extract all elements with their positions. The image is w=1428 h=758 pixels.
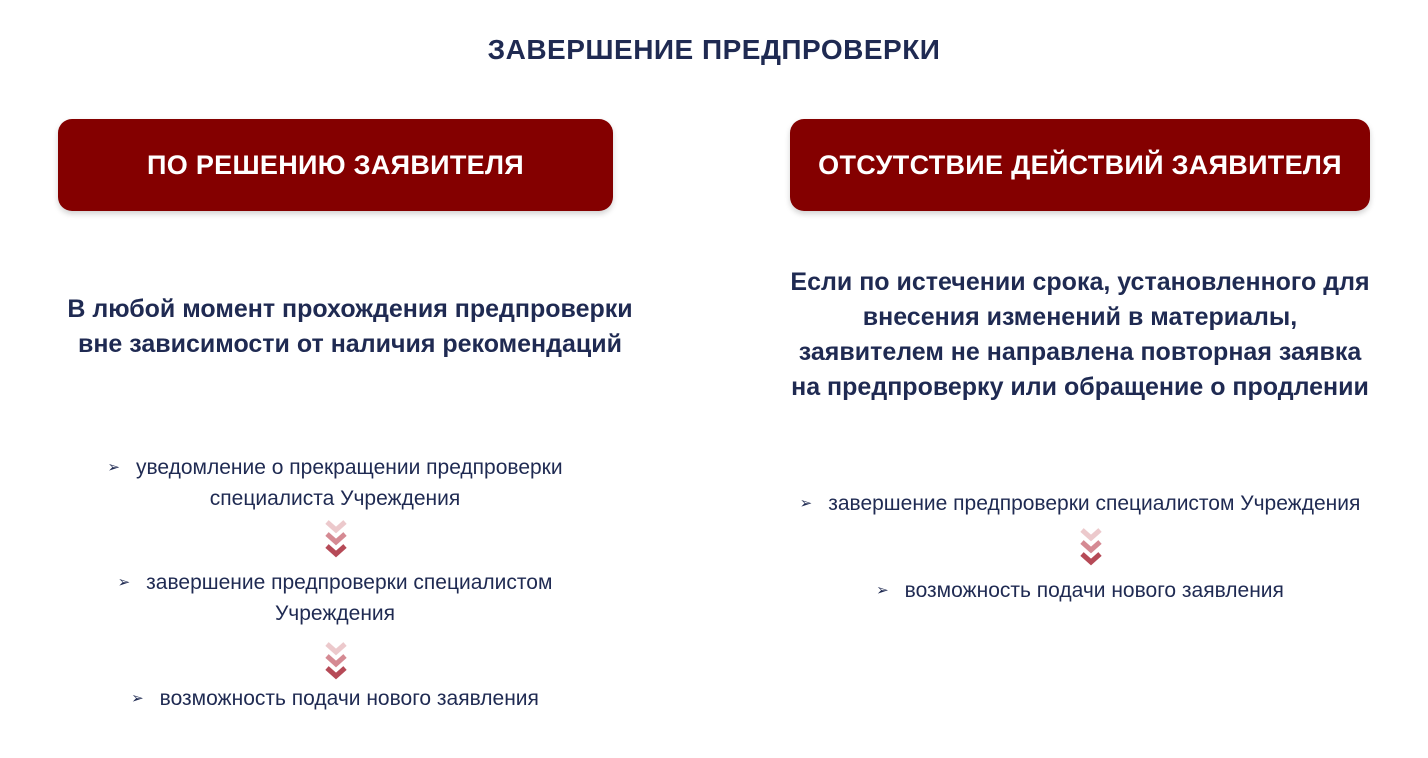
step-text: завершение предпроверки специалистом: [146, 571, 553, 594]
step-new-application: [740, 575, 1420, 606]
header-applicant-decision-label: ПО РЕШЕНИЮ ЗАЯВИТЕЛЯ: [147, 149, 524, 180]
arrow-bullet-icon: ➢: [876, 582, 889, 599]
condition-line: вне зависимости от наличия рекомендаций: [77, 330, 623, 358]
arrow-bullet-icon: ➢: [799, 495, 813, 512]
header-applicant-inaction-label: ОТСУТСТВИЕ ДЕЙСТВИЙ ЗАЯВИТЕЛЯ: [818, 149, 1342, 180]
step-text: возможность подачи нового заявления: [904, 579, 1284, 602]
condition-line: внесения изменений в материалы,: [862, 303, 1298, 331]
chevron-down-icon: [324, 519, 348, 561]
page-title: ЗАВЕРШЕНИЕ ПРЕДПРОВЕРКИ: [487, 34, 941, 65]
arrow-bullet-icon: ➢: [117, 574, 131, 591]
step-text: завершение предпроверки специалистом Учреждения: [828, 492, 1361, 515]
condition-line: Если по истечении срока, установленного для: [790, 268, 1370, 296]
step-text: возможность подачи нового заявления: [159, 687, 539, 710]
condition-applicant-inaction: [740, 265, 1420, 405]
header-applicant-decision: [58, 119, 613, 211]
condition-line: В любой момент прохождения предпроверки: [67, 295, 633, 323]
condition-line: на предпроверку или обращение о продлении: [791, 373, 1369, 401]
header-applicant-inaction: [790, 119, 1370, 211]
step-completion: [30, 567, 640, 629]
step-text: специалиста Учреждения: [209, 487, 461, 510]
step-notification: [30, 452, 640, 514]
arrow-bullet-icon: ➢: [107, 459, 120, 476]
condition-line: заявителем не направлена повторная заявка: [798, 338, 1362, 366]
condition-applicant-decision: [30, 292, 670, 362]
step-text: уведомление о прекращении предпроверки: [135, 456, 563, 479]
arrow-bullet-icon: ➢: [131, 690, 144, 707]
chevron-down-icon: [1079, 527, 1103, 569]
step-text: Учреждения: [274, 602, 396, 625]
step-completion: [740, 488, 1420, 519]
step-new-application: [30, 683, 640, 714]
chevron-down-icon: [324, 641, 348, 683]
